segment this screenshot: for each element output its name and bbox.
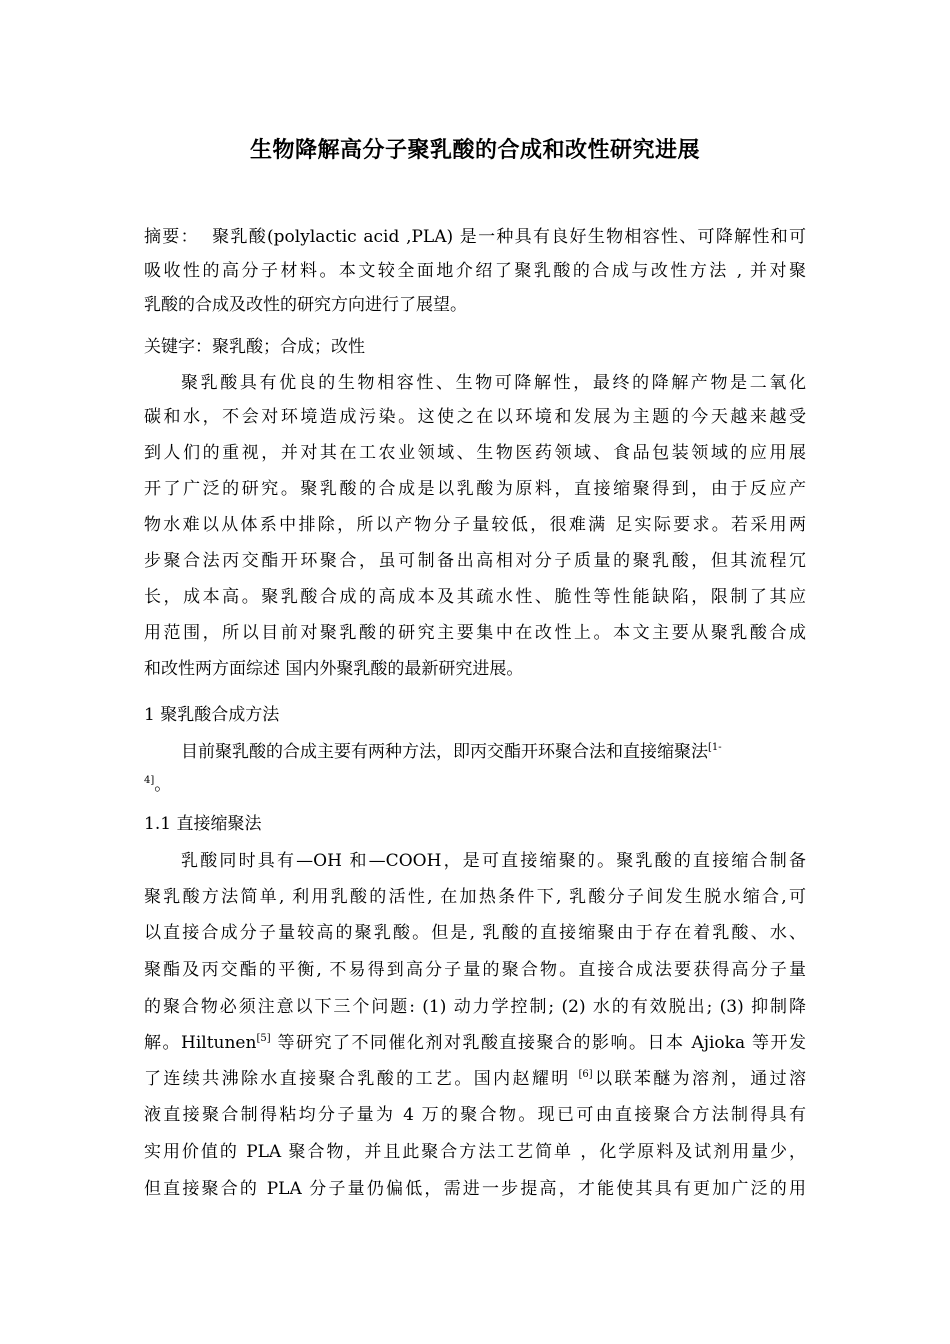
s11-line-2: 聚乳酸方法简单, 利用乳酸的活性, 在加热条件下, 乳酸分子间发生脱水缩合,可 [144, 887, 806, 907]
s11-line-5: 的聚合物必须注意以下三个问题: (1) 动力学控制; (2) 水的有效脱出; (3) 抑制降 [144, 997, 806, 1017]
s11-line-6: 解。Hiltunen[5] 等研究了不同催化剂对乳酸直接聚合的影响。日本 Ajioka 等开发 [144, 1033, 807, 1053]
intro-line-8: 用范围，所以目前对聚乳酸的研究主要集中在改性上。本文主要从聚乳酸合成 [144, 623, 806, 643]
paper-title: 生物降解高分子聚乳酸的合成和改性研究进展 [249, 138, 700, 163]
intro-line-7: 长，成本高。聚乳酸合成的高成本及其疏水性、脆性等性能缺陷，限制了其应 [144, 587, 806, 607]
section-1-line-2: $^{4]}$。 [144, 775, 172, 795]
intro-line-4: 开了广泛的研究。聚乳酸的合成是以乳酸为原料，直接缩聚得到，由于反应产 [144, 479, 806, 499]
citation-1-4b: 4] [144, 775, 155, 786]
intro-line-1: 聚乳酸具有优良的生物相容性、生物可降解性，最终的降解产物是二氧化 [181, 373, 806, 393]
intro-line-9: 和改性两方面综述 国内外聚乳酸的最新研究进展。 [144, 659, 524, 679]
citation-1-4a: [1- [708, 742, 722, 753]
abstract-line-2: 吸收性的高分子材料。本文较全面地介绍了聚乳酸的合成与改性方法 , 并对聚 [144, 261, 806, 281]
citation-5: [5] [256, 1033, 271, 1044]
intro-line-6: 步聚合法丙交酯开环聚合，虽可制备出高相对分子质量的聚乳酸，但其流程冗 [144, 551, 806, 571]
s11-line-1: 乳酸同时具有—OH 和—COOH，是可直接缩聚的。聚乳酸的直接缩合制备 [181, 851, 806, 871]
s11-line-9: 实用价值的 PLA 聚合物，并且此聚合方法工艺简单 ，化学原料及试剂用量少， [144, 1142, 806, 1162]
section-1-line-1: 目前聚乳酸的合成主要有两种方法，即丙交酯开环聚合法和直接缩聚法$^{[1-}$ [181, 742, 722, 762]
citation-6: [6] [578, 1069, 593, 1080]
s11-line-10: 但直接聚合的 PLA 分子量仍偏低，需进一步提高，才能使其具有更加广泛的用 [144, 1179, 806, 1199]
s11-line-8: 液直接聚合制得粘均分子量为 4 万的聚合物。现已可由直接聚合方法制得具有 [144, 1105, 806, 1125]
abstract-line-1: 摘要： 聚乳酸(polylactic acid ,PLA) 是一种具有良好生物相容性、可降解性和可 [144, 227, 807, 247]
abstract-line-3: 乳酸的合成及改性的研究方向进行了展望。 [144, 295, 467, 315]
intro-line-3: 到人们的重视，并对其在工农业领域、生物医药领域、食品包装领域的应用展 [144, 443, 806, 463]
abstract-label: 摘要： [144, 227, 199, 247]
s11-line-3: 以直接合成分子量较高的聚乳酸。但是, 乳酸的直接缩聚由于存在着乳酸、水、 [144, 923, 806, 943]
intro-line-2: 碳和水，不会对环境造成污染。这使之在以环境和发展为主题的今天越来越受 [144, 407, 806, 427]
section-1-heading: 1 聚乳酸合成方法 [144, 705, 280, 725]
s11-line-4: 聚酯及丙交酯的平衡, 不易得到高分子量的聚合物。直接合成法要获得高分子量 [144, 960, 806, 980]
intro-line-5: 物水难以从体系中排除，所以产物分子量较低，很难满 足实际要求。若采用两 [144, 515, 806, 535]
s11-line-7: 了连续共沸除水直接聚合乳酸的工艺。国内赵耀明 [6]以联苯醚为溶剂，通过溶 [144, 1069, 806, 1089]
keywords: 关键字：聚乳酸；合成；改性 [144, 337, 365, 357]
section-1-1-heading: 1.1 直接缩聚法 [144, 814, 262, 834]
